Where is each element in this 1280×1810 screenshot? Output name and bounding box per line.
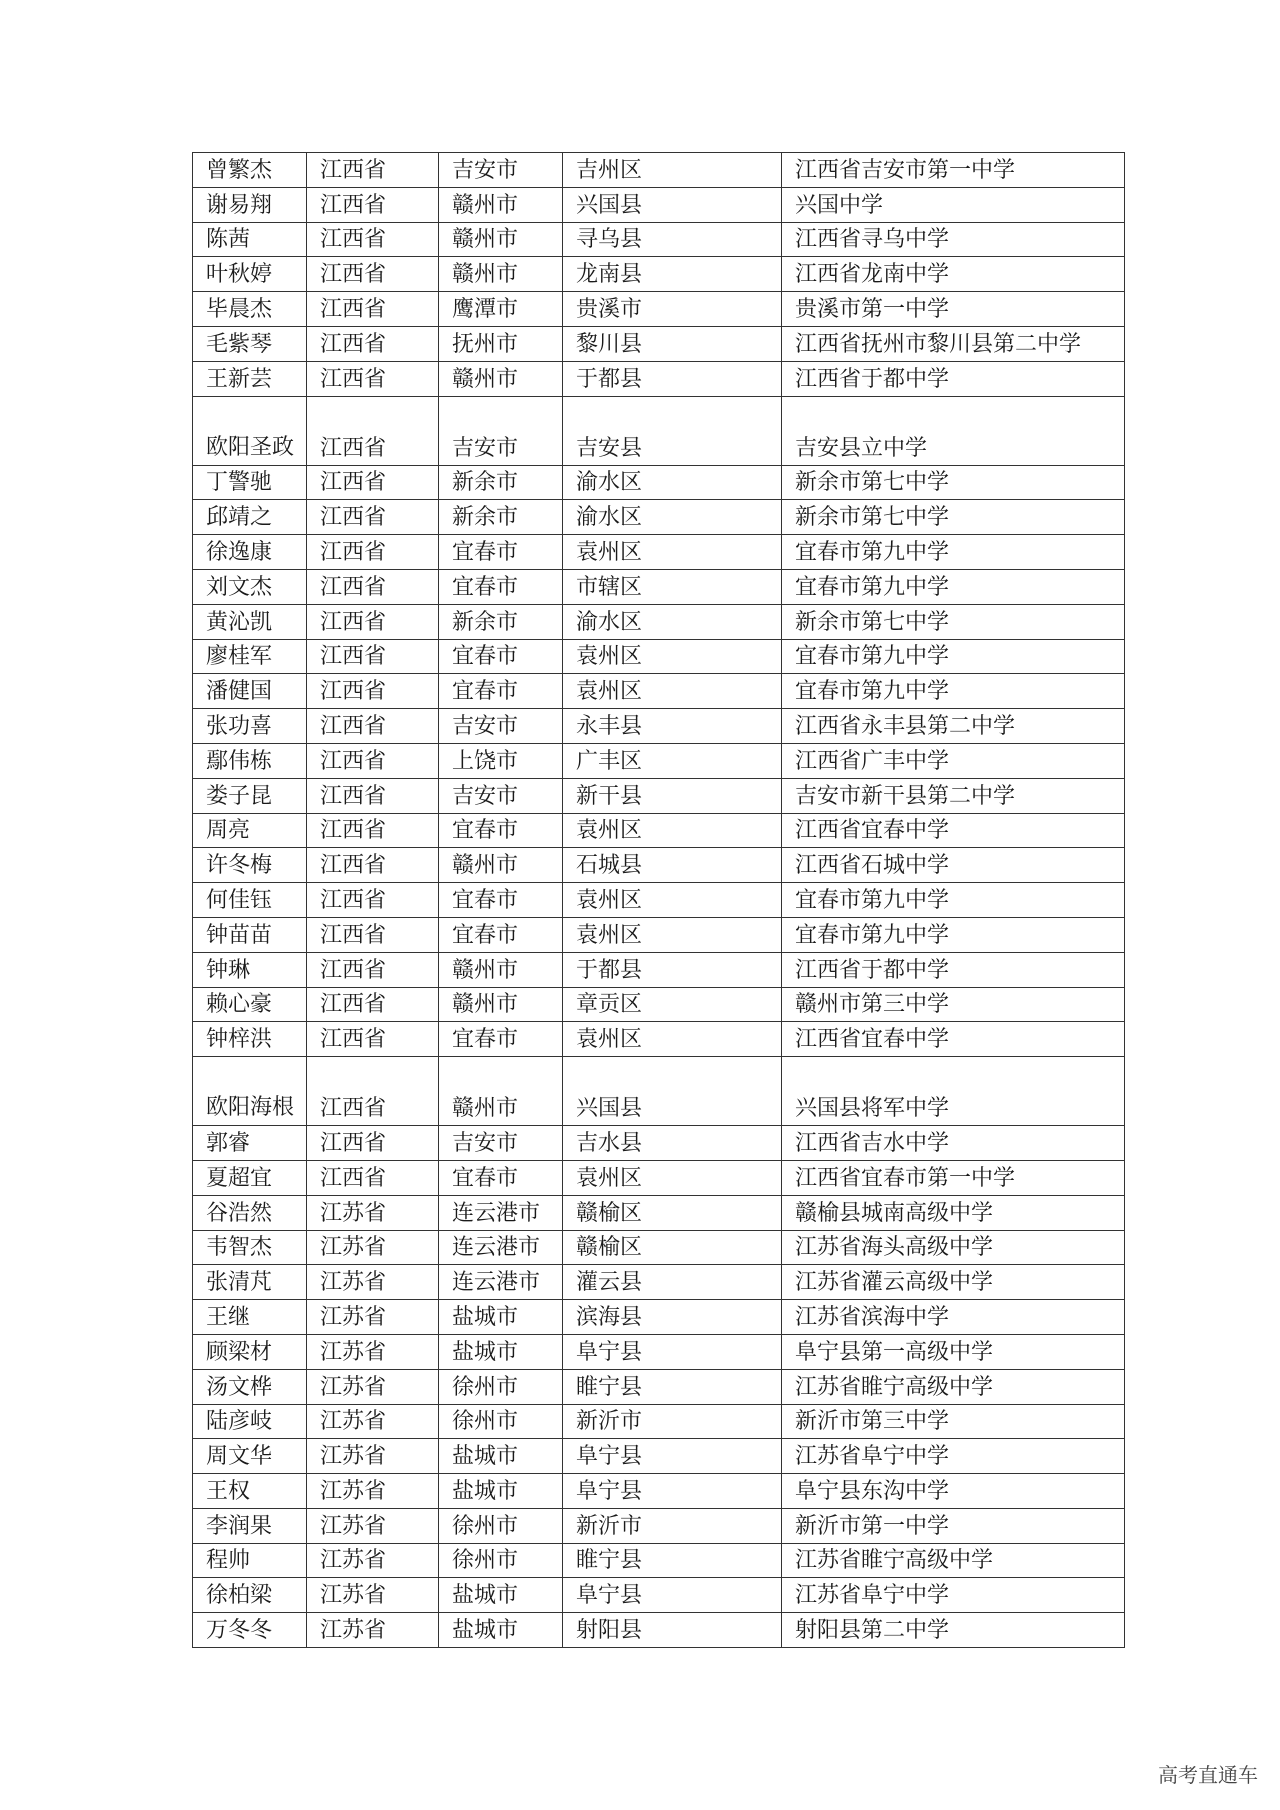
province-cell: 江西省 — [307, 326, 439, 361]
province-cell: 江西省 — [307, 153, 439, 188]
student-name-cell: 韦智杰 — [193, 1230, 307, 1265]
province-cell: 江西省 — [307, 1160, 439, 1195]
student-name-cell: 郭睿 — [193, 1126, 307, 1161]
student-name-cell: 万冬冬 — [193, 1613, 307, 1648]
province-cell: 江西省 — [307, 674, 439, 709]
province-cell: 江西省 — [307, 1126, 439, 1161]
table-row — [193, 1474, 1125, 1509]
student-name-cell: 程帅 — [193, 1543, 307, 1578]
student-name-cell: 钟琳 — [193, 952, 307, 987]
student-name-cell: 钟梓洪 — [193, 1022, 307, 1057]
province-cell: 江苏省 — [307, 1369, 439, 1404]
district-cell: 射阳县 — [563, 1613, 782, 1648]
city-cell: 鹰潭市 — [439, 292, 563, 327]
table-row — [193, 778, 1125, 813]
province-cell: 江苏省 — [307, 1439, 439, 1474]
student-name-cell: 刘文杰 — [193, 569, 307, 604]
table-row — [193, 292, 1125, 327]
school-cell: 江西省吉安市第一中学 — [782, 153, 1125, 188]
table-row — [193, 952, 1125, 987]
city-cell: 盐城市 — [439, 1334, 563, 1369]
city-cell: 盐城市 — [439, 1300, 563, 1335]
school-cell: 宜春市第九中学 — [782, 883, 1125, 918]
city-cell: 宜春市 — [439, 917, 563, 952]
city-cell: 宜春市 — [439, 1022, 563, 1057]
district-cell: 黎川县 — [563, 326, 782, 361]
table-row — [193, 1439, 1125, 1474]
province-cell: 江苏省 — [307, 1543, 439, 1578]
table-row — [193, 674, 1125, 709]
province-cell: 江西省 — [307, 465, 439, 500]
province-cell: 江西省 — [307, 1057, 439, 1126]
city-cell: 吉安市 — [439, 396, 563, 465]
district-cell: 寻乌县 — [563, 222, 782, 257]
table-row — [193, 1404, 1125, 1439]
school-cell: 阜宁县东沟中学 — [782, 1474, 1125, 1509]
student-name-cell: 邱靖之 — [193, 500, 307, 535]
district-cell: 袁州区 — [563, 1022, 782, 1057]
city-cell: 吉安市 — [439, 1126, 563, 1161]
table-row — [193, 257, 1125, 292]
student-name-cell: 徐逸康 — [193, 535, 307, 570]
student-name-cell: 毕晨杰 — [193, 292, 307, 327]
city-cell: 宜春市 — [439, 569, 563, 604]
city-cell: 徐州市 — [439, 1508, 563, 1543]
city-cell: 宜春市 — [439, 883, 563, 918]
school-cell: 江西省吉水中学 — [782, 1126, 1125, 1161]
table-row — [193, 1543, 1125, 1578]
district-cell: 兴国县 — [563, 1057, 782, 1126]
district-cell: 袁州区 — [563, 883, 782, 918]
school-cell: 宜春市第九中学 — [782, 535, 1125, 570]
student-name-cell: 何佳钰 — [193, 883, 307, 918]
city-cell: 吉安市 — [439, 709, 563, 744]
province-cell: 江西省 — [307, 257, 439, 292]
school-cell: 赣州市第三中学 — [782, 987, 1125, 1022]
district-cell: 袁州区 — [563, 639, 782, 674]
district-cell: 阜宁县 — [563, 1334, 782, 1369]
school-cell: 江苏省海头高级中学 — [782, 1230, 1125, 1265]
province-cell: 江苏省 — [307, 1508, 439, 1543]
district-cell: 阜宁县 — [563, 1578, 782, 1613]
city-cell: 赣州市 — [439, 222, 563, 257]
district-cell: 贵溪市 — [563, 292, 782, 327]
student-name-cell: 丁警驰 — [193, 465, 307, 500]
city-cell: 上饶市 — [439, 743, 563, 778]
table-row — [193, 743, 1125, 778]
province-cell: 江西省 — [307, 292, 439, 327]
district-cell: 滨海县 — [563, 1300, 782, 1335]
school-cell: 宜春市第九中学 — [782, 917, 1125, 952]
district-cell: 石城县 — [563, 848, 782, 883]
student-name-cell: 鄢伟栋 — [193, 743, 307, 778]
school-cell: 兴国县将军中学 — [782, 1057, 1125, 1126]
city-cell: 徐州市 — [439, 1543, 563, 1578]
province-cell: 江西省 — [307, 500, 439, 535]
district-cell: 渝水区 — [563, 465, 782, 500]
district-cell: 袁州区 — [563, 813, 782, 848]
province-cell: 江西省 — [307, 569, 439, 604]
district-cell: 吉水县 — [563, 1126, 782, 1161]
table-row — [193, 1508, 1125, 1543]
school-cell: 江西省于都中学 — [782, 952, 1125, 987]
city-cell: 赣州市 — [439, 361, 563, 396]
student-name-cell: 顾梁材 — [193, 1334, 307, 1369]
student-name-cell: 廖桂军 — [193, 639, 307, 674]
province-cell: 江苏省 — [307, 1300, 439, 1335]
school-cell: 新沂市第一中学 — [782, 1508, 1125, 1543]
district-cell: 睢宁县 — [563, 1543, 782, 1578]
city-cell: 吉安市 — [439, 778, 563, 813]
province-cell: 江西省 — [307, 187, 439, 222]
school-cell: 新余市第七中学 — [782, 500, 1125, 535]
table-row — [193, 326, 1125, 361]
province-cell: 江苏省 — [307, 1613, 439, 1648]
school-cell: 贵溪市第一中学 — [782, 292, 1125, 327]
table-row — [193, 1265, 1125, 1300]
city-cell: 新余市 — [439, 465, 563, 500]
district-cell: 赣榆区 — [563, 1195, 782, 1230]
province-cell: 江西省 — [307, 709, 439, 744]
student-name-cell: 夏超宜 — [193, 1160, 307, 1195]
province-cell: 江西省 — [307, 987, 439, 1022]
district-cell: 袁州区 — [563, 1160, 782, 1195]
table-row — [193, 883, 1125, 918]
school-cell: 江苏省睢宁高级中学 — [782, 1369, 1125, 1404]
table-row — [193, 1160, 1125, 1195]
student-name-cell: 叶秋婷 — [193, 257, 307, 292]
school-cell: 新沂市第三中学 — [782, 1404, 1125, 1439]
school-cell: 江苏省灌云高级中学 — [782, 1265, 1125, 1300]
school-cell: 江西省寻乌中学 — [782, 222, 1125, 257]
province-cell: 江西省 — [307, 535, 439, 570]
school-cell: 江西省龙南中学 — [782, 257, 1125, 292]
student-name-cell: 张功喜 — [193, 709, 307, 744]
student-name-cell: 陈茜 — [193, 222, 307, 257]
city-cell: 新余市 — [439, 500, 563, 535]
table-row — [193, 917, 1125, 952]
school-cell: 江苏省阜宁中学 — [782, 1578, 1125, 1613]
table-row — [193, 813, 1125, 848]
table-row — [193, 709, 1125, 744]
province-cell: 江西省 — [307, 361, 439, 396]
table-row — [193, 1578, 1125, 1613]
table-row — [193, 222, 1125, 257]
table-row — [193, 187, 1125, 222]
student-name-cell: 谢易翔 — [193, 187, 307, 222]
province-cell: 江西省 — [307, 222, 439, 257]
city-cell: 新余市 — [439, 604, 563, 639]
table-row — [193, 604, 1125, 639]
city-cell: 赣州市 — [439, 1057, 563, 1126]
district-cell: 赣榆区 — [563, 1230, 782, 1265]
school-cell: 江苏省滨海中学 — [782, 1300, 1125, 1335]
student-name-cell: 曾繁杰 — [193, 153, 307, 188]
city-cell: 宜春市 — [439, 674, 563, 709]
province-cell: 江苏省 — [307, 1334, 439, 1369]
school-cell: 江苏省阜宁中学 — [782, 1439, 1125, 1474]
school-cell: 江西省广丰中学 — [782, 743, 1125, 778]
province-cell: 江西省 — [307, 743, 439, 778]
table-row — [193, 1057, 1125, 1126]
district-cell: 于都县 — [563, 952, 782, 987]
district-cell: 渝水区 — [563, 604, 782, 639]
city-cell: 赣州市 — [439, 187, 563, 222]
table-row — [193, 1195, 1125, 1230]
school-cell: 射阳县第二中学 — [782, 1613, 1125, 1648]
student-name-cell: 王继 — [193, 1300, 307, 1335]
school-cell: 江西省宜春中学 — [782, 1022, 1125, 1057]
student-name-cell: 陆彦岐 — [193, 1404, 307, 1439]
district-cell: 章贡区 — [563, 987, 782, 1022]
school-cell: 阜宁县第一高级中学 — [782, 1334, 1125, 1369]
city-cell: 盐城市 — [439, 1613, 563, 1648]
district-cell: 渝水区 — [563, 500, 782, 535]
province-cell: 江苏省 — [307, 1578, 439, 1613]
table-row — [193, 153, 1125, 188]
province-cell: 江西省 — [307, 883, 439, 918]
table-row — [193, 500, 1125, 535]
city-cell: 宜春市 — [439, 813, 563, 848]
school-cell: 新余市第七中学 — [782, 465, 1125, 500]
district-cell: 兴国县 — [563, 187, 782, 222]
school-cell: 宜春市第九中学 — [782, 639, 1125, 674]
roster-body — [193, 153, 1125, 1648]
table-row — [193, 639, 1125, 674]
province-cell: 江苏省 — [307, 1230, 439, 1265]
school-cell: 宜春市第九中学 — [782, 674, 1125, 709]
district-cell: 新沂市 — [563, 1404, 782, 1439]
school-cell: 宜春市第九中学 — [782, 569, 1125, 604]
district-cell: 袁州区 — [563, 535, 782, 570]
district-cell: 睢宁县 — [563, 1369, 782, 1404]
district-cell: 永丰县 — [563, 709, 782, 744]
city-cell: 连云港市 — [439, 1265, 563, 1300]
table-row — [193, 569, 1125, 604]
province-cell: 江苏省 — [307, 1265, 439, 1300]
table-row — [193, 1230, 1125, 1265]
table-row — [193, 465, 1125, 500]
student-name-cell: 谷浩然 — [193, 1195, 307, 1230]
student-name-cell: 欧阳圣政 — [193, 396, 307, 465]
student-name-cell: 王新芸 — [193, 361, 307, 396]
student-name-cell: 汤文桦 — [193, 1369, 307, 1404]
watermark-text: 高考直通车 — [1158, 1763, 1258, 1787]
city-cell: 连云港市 — [439, 1195, 563, 1230]
city-cell: 赣州市 — [439, 848, 563, 883]
school-cell: 吉安县立中学 — [782, 396, 1125, 465]
table-row — [193, 535, 1125, 570]
city-cell: 徐州市 — [439, 1369, 563, 1404]
district-cell: 吉州区 — [563, 153, 782, 188]
district-cell: 阜宁县 — [563, 1439, 782, 1474]
table-row — [193, 1300, 1125, 1335]
city-cell: 连云港市 — [439, 1230, 563, 1265]
district-cell: 新沂市 — [563, 1508, 782, 1543]
student-name-cell: 周文华 — [193, 1439, 307, 1474]
table-row — [193, 1126, 1125, 1161]
province-cell: 江西省 — [307, 813, 439, 848]
district-cell: 袁州区 — [563, 674, 782, 709]
student-name-cell: 赖心豪 — [193, 987, 307, 1022]
school-cell: 新余市第七中学 — [782, 604, 1125, 639]
province-cell: 江苏省 — [307, 1474, 439, 1509]
table-row — [193, 1334, 1125, 1369]
city-cell: 盐城市 — [439, 1578, 563, 1613]
student-name-cell: 潘健国 — [193, 674, 307, 709]
table-row — [193, 1369, 1125, 1404]
school-cell: 江西省永丰县第二中学 — [782, 709, 1125, 744]
table-row — [193, 1613, 1125, 1648]
school-cell: 江西省石城中学 — [782, 848, 1125, 883]
province-cell: 江西省 — [307, 952, 439, 987]
district-cell: 新干县 — [563, 778, 782, 813]
province-cell: 江苏省 — [307, 1195, 439, 1230]
student-roster-table — [192, 152, 1125, 1648]
province-cell: 江西省 — [307, 848, 439, 883]
province-cell: 江西省 — [307, 1022, 439, 1057]
school-cell: 吉安市新干县第二中学 — [782, 778, 1125, 813]
student-name-cell: 李润果 — [193, 1508, 307, 1543]
school-cell: 赣榆县城南高级中学 — [782, 1195, 1125, 1230]
province-cell: 江苏省 — [307, 1404, 439, 1439]
student-name-cell: 钟苗苗 — [193, 917, 307, 952]
city-cell: 宜春市 — [439, 639, 563, 674]
province-cell: 江西省 — [307, 604, 439, 639]
district-cell: 于都县 — [563, 361, 782, 396]
student-name-cell: 周亮 — [193, 813, 307, 848]
school-cell: 江西省于都中学 — [782, 361, 1125, 396]
student-name-cell: 娄子昆 — [193, 778, 307, 813]
table-row — [193, 396, 1125, 465]
school-cell: 江西省抚州市黎川县第二中学 — [782, 326, 1125, 361]
school-cell: 江西省宜春市第一中学 — [782, 1160, 1125, 1195]
student-name-cell: 王权 — [193, 1474, 307, 1509]
city-cell: 吉安市 — [439, 153, 563, 188]
city-cell: 宜春市 — [439, 1160, 563, 1195]
city-cell: 赣州市 — [439, 257, 563, 292]
student-name-cell: 黄沁凯 — [193, 604, 307, 639]
table-row — [193, 1022, 1125, 1057]
city-cell: 赣州市 — [439, 987, 563, 1022]
table-row — [193, 361, 1125, 396]
school-cell: 江西省宜春中学 — [782, 813, 1125, 848]
city-cell: 抚州市 — [439, 326, 563, 361]
student-name-cell: 许冬梅 — [193, 848, 307, 883]
table-row — [193, 848, 1125, 883]
district-cell: 阜宁县 — [563, 1474, 782, 1509]
province-cell: 江西省 — [307, 639, 439, 674]
student-name-cell: 徐柏梁 — [193, 1578, 307, 1613]
province-cell: 江西省 — [307, 917, 439, 952]
table-row — [193, 987, 1125, 1022]
district-cell: 吉安县 — [563, 396, 782, 465]
city-cell: 盐城市 — [439, 1439, 563, 1474]
province-cell: 江西省 — [307, 396, 439, 465]
school-cell: 江苏省睢宁高级中学 — [782, 1543, 1125, 1578]
city-cell: 盐城市 — [439, 1474, 563, 1509]
student-name-cell: 毛紫琴 — [193, 326, 307, 361]
student-name-cell: 欧阳海根 — [193, 1057, 307, 1126]
district-cell: 广丰区 — [563, 743, 782, 778]
city-cell: 徐州市 — [439, 1404, 563, 1439]
district-cell: 市辖区 — [563, 569, 782, 604]
school-cell: 兴国中学 — [782, 187, 1125, 222]
province-cell: 江西省 — [307, 778, 439, 813]
city-cell: 赣州市 — [439, 952, 563, 987]
student-name-cell: 张清芃 — [193, 1265, 307, 1300]
district-cell: 灌云县 — [563, 1265, 782, 1300]
district-cell: 龙南县 — [563, 257, 782, 292]
city-cell: 宜春市 — [439, 535, 563, 570]
district-cell: 袁州区 — [563, 917, 782, 952]
